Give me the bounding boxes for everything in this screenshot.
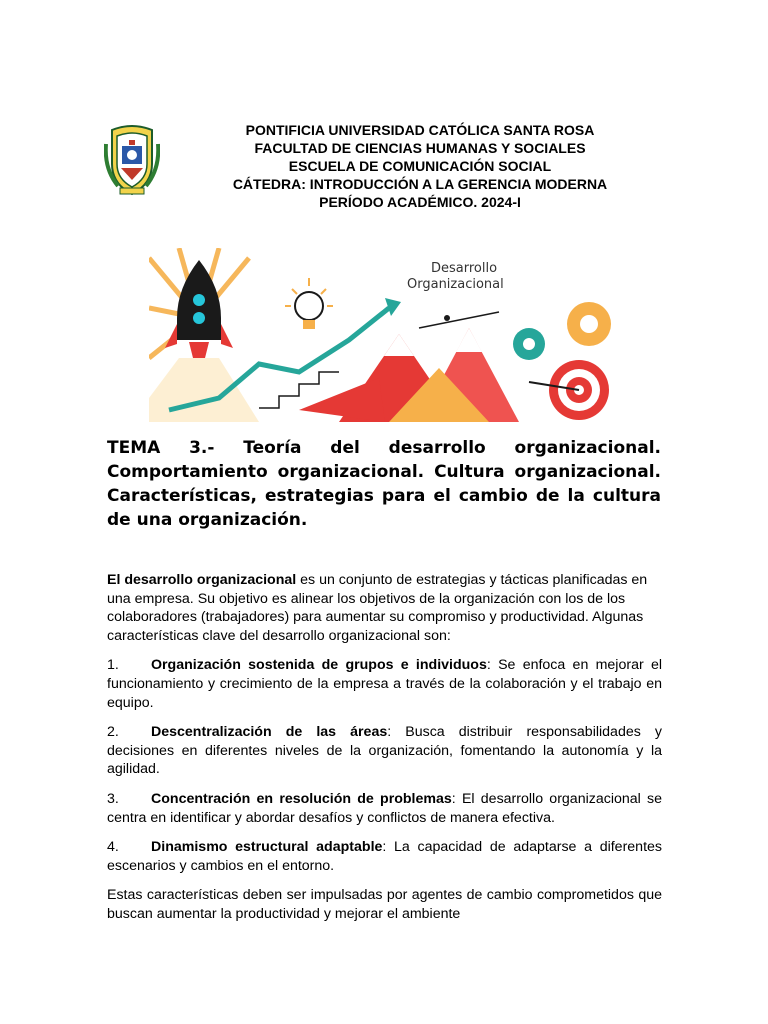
header-line-school: ESCUELA DE COMUNICACIÓN SOCIAL <box>288 158 552 174</box>
list-item-text: : La capacidad de adaptarse a diferentes escenarios y cambios en el entorno. <box>107 839 662 874</box>
header-line-period: PERÍODO ACADÉMICO. 2024-I <box>319 194 521 210</box>
organizational-development-banner <box>149 248 621 422</box>
document-header <box>190 121 650 211</box>
intro-paragraph <box>107 571 662 645</box>
list-item-term: Descentralización de las áreas <box>151 724 388 741</box>
list-item <box>107 838 662 875</box>
header-line-course: CÁTEDRA: INTRODUCCIÓN A LA GERENCIA MODERNA <box>232 176 608 192</box>
list-item-text: : El desarrollo organizacional se centra en identificar y abordar desafíos y conflictos de manera efectiva. <box>107 790 662 826</box>
list-item-text: : Busca distribuir responsabilidades y decisiones en diferentes niveles de la organización, fomentando la autonomía y la agilidad. <box>107 724 662 778</box>
header-line-faculty: FACULTAD DE CIENCIAS HUMANAS Y SOCIALES <box>254 140 586 156</box>
topic-title: TEMA 3.- Teoría del desarrollo organizacional. Comportamiento organizacional. Cultura organizacional. Características, estrategias para el cambio de la cultura de una organización. <box>107 438 661 530</box>
list-item <box>107 656 662 712</box>
header-line-university: PONTIFICIA UNIVERSIDAD CATÓLICA SANTA ROSA <box>245 122 595 138</box>
list-item-number: 4. <box>107 839 119 856</box>
list-item <box>107 723 662 779</box>
university-crest-logo <box>104 124 160 198</box>
closing-paragraph: Estas características deben ser impulsadas por agentes de cambio comprometidos que buscan aumentar la productividad y mejorar el ambiente <box>107 887 662 922</box>
banner-title-line2: Organizacional <box>407 277 504 292</box>
list-item-term: Concentración en resolución de problemas <box>151 790 452 807</box>
list-item-number: 2. <box>107 724 119 741</box>
document-body <box>107 571 662 935</box>
list-item-number: 3. <box>107 790 119 807</box>
banner-title-line1: Desarrollo <box>431 261 498 276</box>
list-item-number: 1. <box>107 657 119 674</box>
intro-text: es un conjunto de estrategias y tácticas planificadas en una empresa. Su objetivo es alinear los objetivos de la organización con los de los colaboradores (trabajadores) para aumentar su compromiso y productividad. Algunas características clave del desarrollo organizacional son: <box>107 572 648 644</box>
intro-bold-term: El desarrollo organizacional <box>107 572 297 588</box>
list-item-term: Dinamismo estructural adaptable <box>151 839 383 856</box>
list-item-text: : Se enfoca en mejorar el funcionamiento y crecimiento de la empresa a través de la colaboración y el trabajo en equipo. <box>107 657 662 711</box>
list-item <box>107 790 662 827</box>
list-item-term: Organización sostenida de grupos e individuos <box>151 657 487 674</box>
